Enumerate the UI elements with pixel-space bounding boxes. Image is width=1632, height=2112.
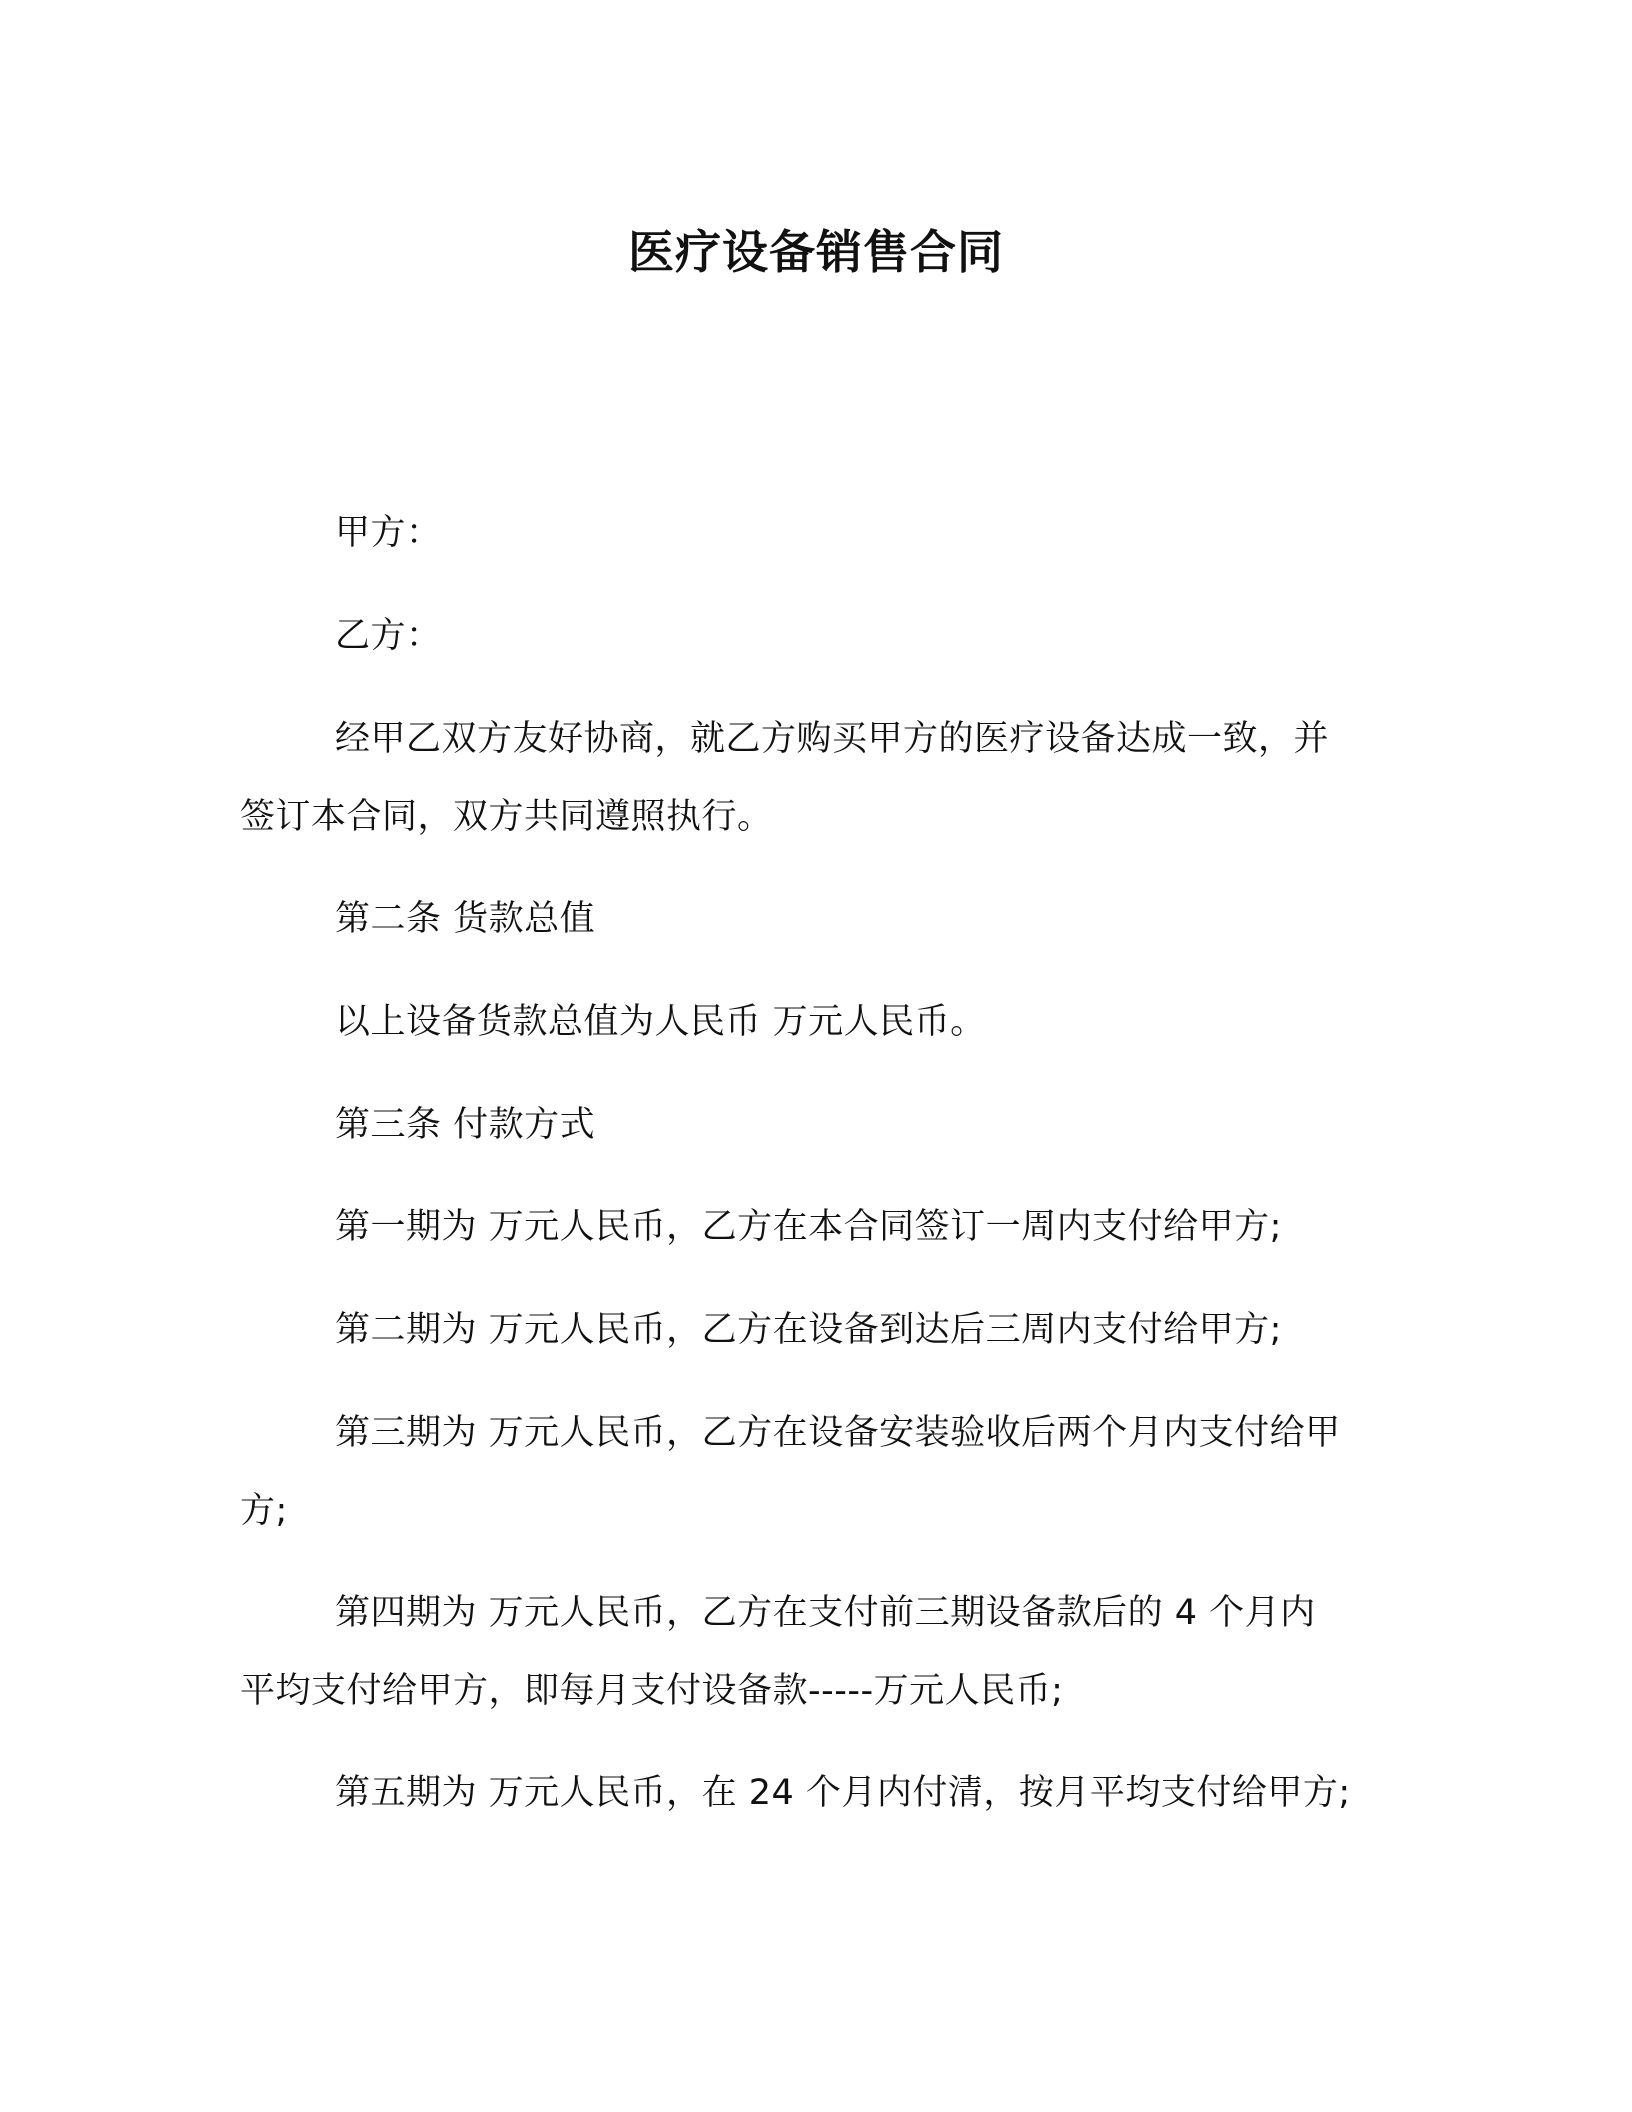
paragraph-line: 平均支付给甲方，即每月支付设备款-----万元人民币; [240,1671,1064,1711]
installment-2-paragraph [240,1291,1380,1369]
installment-4-paragraph [240,1574,1380,1730]
installment-1-paragraph [240,1188,1380,1266]
paragraph-line: 第二条 货款总值 [335,899,596,939]
paragraph-line: 第二期为 万元人民币，乙方在设备到达后三周内支付给甲方; [335,1310,1282,1350]
article-2-heading [240,880,1380,958]
paragraph-line: 方; [240,1491,288,1531]
total-price-paragraph [240,983,1380,1061]
paragraph-line: 乙方： [335,616,442,656]
paragraph-line: 第三条 付款方式 [335,1105,596,1145]
paragraph-line: 以上设备货款总值为人民币 万元人民币。 [335,1002,986,1042]
party-a-paragraph [240,494,1380,572]
paragraph-line: 签订本合同，双方共同遵照执行。 [240,797,773,837]
installment-3-paragraph [240,1394,1380,1550]
paragraph-line: 第四期为 万元人民币，乙方在支付前三期设备款后的 4 个月内 [335,1593,1316,1633]
paragraph-line: 甲方： [335,513,442,553]
paragraph-line: 第五期为 万元人民币，在 24 个月内付清，按月平均支付给甲方; [335,1773,1351,1813]
document-title: 医疗设备销售合同 [628,225,1004,279]
article-3-heading [240,1086,1380,1164]
preamble-paragraph [240,700,1380,856]
paragraph-line: 经甲乙双方友好协商，就乙方购买甲方的医疗设备达成一致，并 [335,719,1330,759]
party-b-paragraph [240,597,1380,675]
installment-5-paragraph [240,1754,1380,1832]
paragraph-line: 第一期为 万元人民币，乙方在本合同签订一周内支付给甲方; [335,1207,1282,1247]
paragraph-line: 第三期为 万元人民币，乙方在设备安装验收后两个月内支付给甲 [335,1413,1341,1453]
